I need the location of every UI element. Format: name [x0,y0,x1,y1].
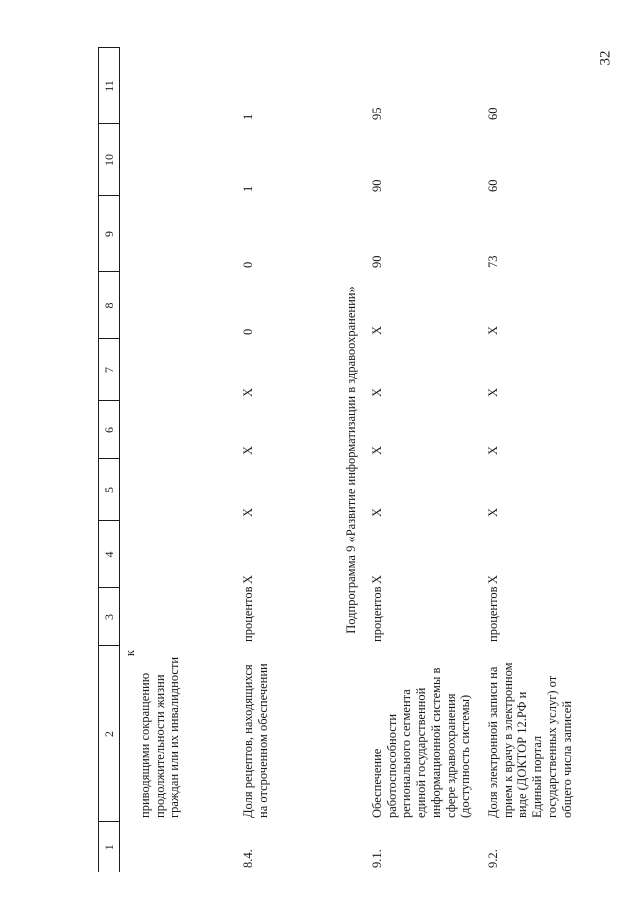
subprogram-heading-row [336,48,367,872]
value-cell: X [485,445,500,455]
row-number: 9.2. [485,849,500,868]
value-cell: X [485,574,500,584]
unit-cell: процентов [241,586,256,642]
value-cell: 90 [369,255,384,268]
row-number: 8.4. [241,849,256,868]
column-header: 6 [99,401,120,459]
value-cell: X [369,574,384,584]
column-header: 4 [99,521,120,588]
value-cell: 0 [241,261,256,268]
unit-cell: процентов [369,586,384,642]
value-cell: X [241,574,256,584]
table-row [483,48,601,872]
indicator-preposition: к [123,650,138,657]
indicator-cell: Доля рецептов, находящихся на отсроченном обеспечении [241,663,270,818]
column-header: 3 [99,588,120,646]
row-number [120,822,239,872]
value-cell: 1 [241,113,256,120]
value-cell: X [485,507,500,517]
indicator-text: приводящими сокращению продолжительности жизни граждан или их инвалидности [137,656,182,818]
subprogram-title: Подпрограмма 9 «Развитие информатизации в здравоохранении» [344,286,359,634]
table-row-continuation [120,48,239,872]
table-row [238,48,336,872]
indicator-cell: Обеспечение работоспособности регионального сегмента единой государственной информационной системы в сфере здравоохранения (доступность системы) [369,667,473,818]
table-header-row [99,48,120,872]
value-cell: X [369,387,384,397]
column-header: 8 [99,272,120,339]
indicator-cell: Доля электронной записи на прием к врачу в электронном виде (ДОКТОР 12.РФ и Единый портал государственных услуг) от общего числа записей [485,662,574,818]
value-cell: X [241,507,256,517]
table-row [367,48,483,872]
value-cell: X [241,387,256,397]
column-header: 9 [99,196,120,272]
value-cell: X [485,325,500,335]
value-cell: X [369,445,384,455]
value-cell: 73 [485,255,500,268]
value-cell: X [369,325,384,335]
value-cell: 90 [369,179,384,192]
column-header: 2 [99,646,120,822]
value-cell: 95 [369,107,384,120]
column-header: 7 [99,339,120,401]
column-header: 5 [99,459,120,521]
value-cell: 1 [241,185,256,192]
value-cell: X [485,387,500,397]
indicator-cell [120,646,239,822]
value-cell: 0 [241,328,256,335]
value-cell: 60 [485,107,500,120]
value-cell: X [241,445,256,455]
column-header: 11 [99,48,120,124]
column-header: 10 [99,124,120,196]
row-number: 9.1. [369,849,384,868]
unit-cell: процентов [485,586,500,642]
value-cell: 60 [485,179,500,192]
column-header: 1 [99,822,120,872]
page-number: 32 [597,50,614,66]
value-cell: X [369,507,384,517]
indicators-table [98,48,601,873]
